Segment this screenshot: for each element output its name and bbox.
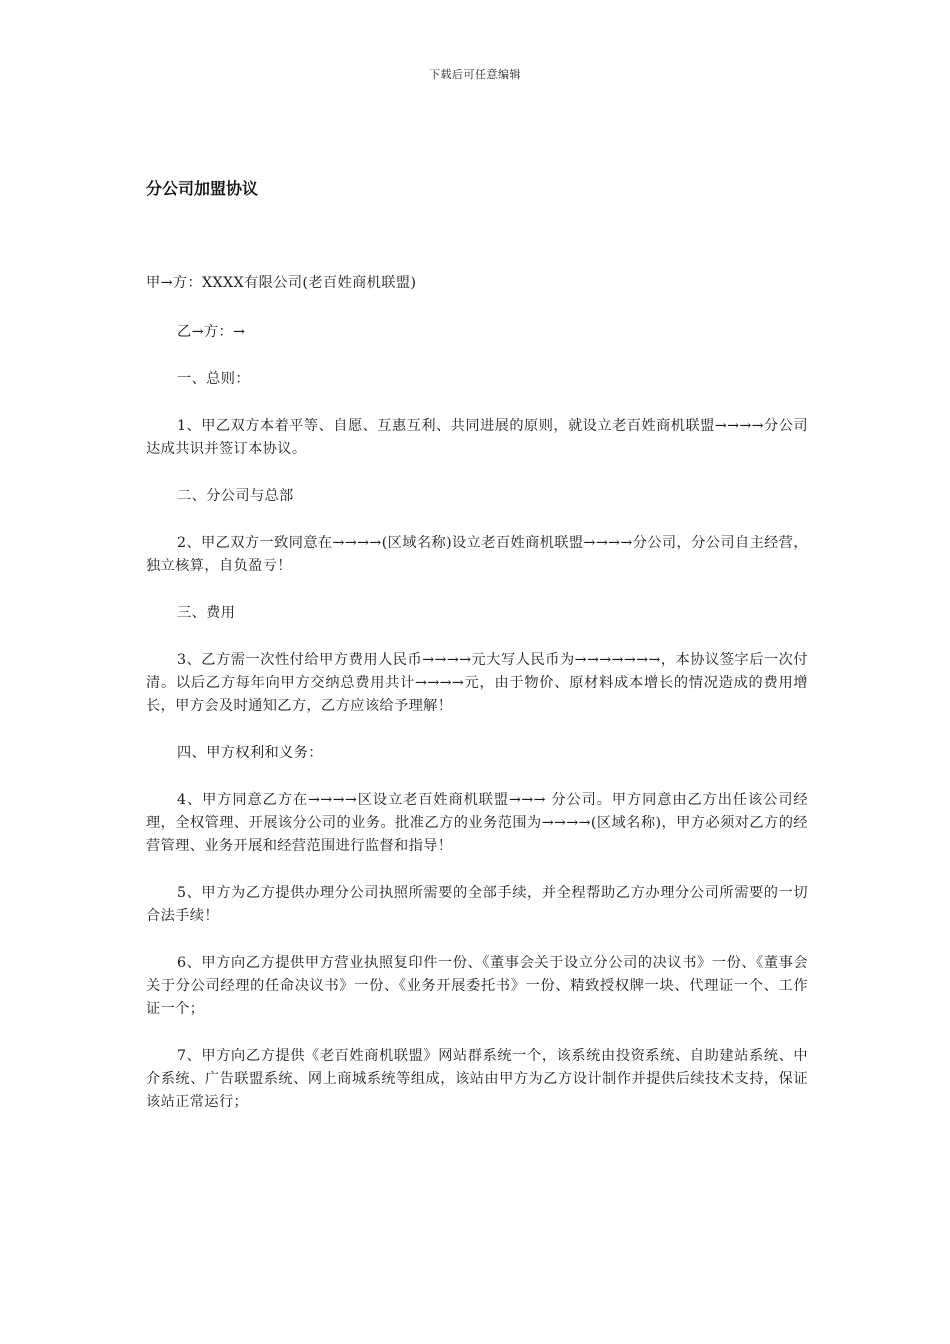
document-title: 分公司加盟协议 <box>146 179 259 198</box>
clause-2: 2、甲乙双方一致同意在→→→→(区域名称)设立老百姓商机联盟→→→→分公司，分公司自主经营，独立核算，自负盈亏！ <box>146 535 808 574</box>
header-note: 下载后可任意编辑 <box>429 68 521 81</box>
section-heading-branch: 二、分公司与总部 <box>177 488 294 504</box>
section-heading-general: 一、总则： <box>177 371 250 387</box>
section-heading-fees: 三、费用 <box>177 605 236 621</box>
document-body <box>146 272 808 1138</box>
clause-6: 6、甲方向乙方提供甲方营业执照复印件一份、《董事会关于设立分公司的决议书》一份、《董事会关于分公司经理的任命决议书》一份、《业务开展委托书》一份、精致授权牌一块、代理证一个、工作证一个； <box>146 955 808 1017</box>
clause-5: 5、甲方为乙方提供办理分公司执照所需要的全部手续，并全程帮助乙方办理分公司所需要的一切合法手续！ <box>146 885 808 924</box>
clause-1: 1、甲乙双方本着平等、自愿、互惠互利、共同进展的原则，就设立老百姓商机联盟→→→→分公司达成共识并签订本协议。 <box>146 418 808 457</box>
party-b-line: 乙→方：→ <box>177 324 246 340</box>
clause-4: 4、甲方同意乙方在→→→→区设立老百姓商机联盟→→→ 分公司。甲方同意由乙方出任该公司经理，全权管理、开展该分公司的业务。批准乙方的业务范围为→→→→(区域名称)，甲方必须对乙方的经营管理、业务开展和经营范围进行监督和指导！ <box>146 792 808 854</box>
party-a-line: 甲→方：XXXX有限公司(老百姓商机联盟) <box>146 275 417 291</box>
clause-3: 3、乙方需一次性付给甲方费用人民币→→→→元大写人民币为→→→→→→→，本协议签字后一次付清。以后乙方每年向甲方交纳总费用共计→→→→元，由于物价、原材料成本增长的情况造成的费用增长，甲方会及时通知乙方，乙方应该给予理解！ <box>146 652 808 714</box>
clause-7: 7、甲方向乙方提供《老百姓商机联盟》网站群系统一个，该系统由投资系统、自助建站系统、中介系统、广告联盟系统、网上商城系统等组成，该站由甲方为乙方设计制作并提供后续技术支持，保证该站正常运行； <box>146 1048 808 1110</box>
section-heading-party-a-rights: 四、甲方权利和义务： <box>177 745 323 761</box>
